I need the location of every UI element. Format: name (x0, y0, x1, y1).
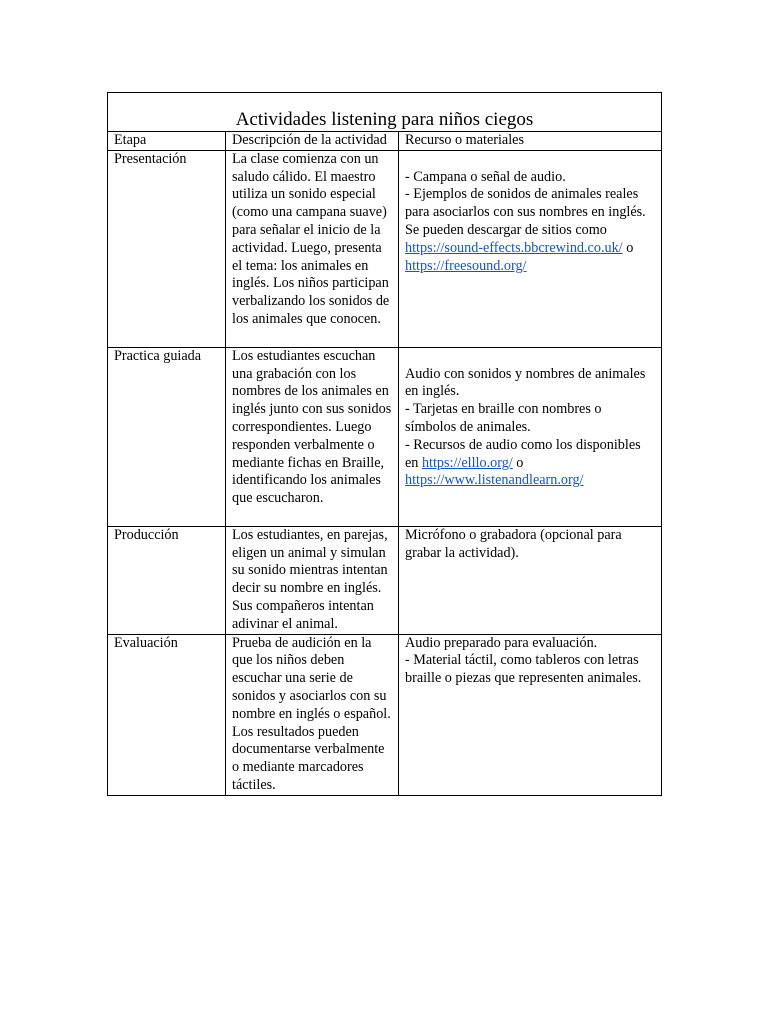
table-row (108, 347, 662, 526)
description-cell: Prueba de audición en la que los niños deben escuchar una serie de sonidos y asociarlos con su nombre en inglés o español. Los resultados pueden documentarse verbalmente o mediante marcadores táctiles. (226, 634, 399, 795)
resources-cell (399, 150, 662, 347)
resource-link[interactable]: https://sound-effects.bbcrewind.co.uk/ (405, 239, 623, 256)
resource-line: - Recursos de audio como los disponibles en (405, 436, 641, 471)
resources-cell (399, 347, 662, 526)
resource-line: Audio con sonidos y nombres de animales en inglés. (405, 365, 646, 400)
header-descripcion: Descripción de la actividad (226, 132, 399, 151)
description-cell: La clase comienza con un saludo cálido. El maestro utiliza un sonido especial (como una campana suave) para señalar el inicio de la actividad. Luego, presenta el tema: los animales en inglés. Los niños participan verbalizando los sonidos de los animales que conocen. (226, 150, 399, 347)
title-row (108, 93, 662, 132)
link-separator: o (512, 454, 524, 471)
header-recursos: Recurso o materiales (399, 132, 662, 151)
resource-link[interactable]: https://www.listenandlearn.org/ (405, 472, 584, 489)
stage-cell: Evaluación (108, 634, 226, 795)
stage-cell: Producción (108, 526, 226, 634)
resources-cell (399, 526, 662, 634)
resource-link[interactable]: https://freesound.org/ (405, 257, 527, 274)
table-row (108, 526, 662, 634)
document-title: Actividades listening para niños ciegos (108, 93, 662, 132)
resource-line: Audio preparado para evaluación. (405, 634, 598, 651)
header-row (108, 132, 662, 151)
description-cell: Los estudiantes escuchan una grabación con los nombres de los animales en inglés junto con sus sonidos correspondientes. Luego responden verbalmente o mediante fichas en Braille, identificando los animales que escucharon. (226, 347, 399, 526)
resource-line: - Campana o señal de audio. (405, 168, 566, 185)
stage-cell: Presentación (108, 150, 226, 347)
table-row (108, 150, 662, 347)
resource-line: - Material táctil, como tableros con letras braille o piezas que representen animales. (405, 652, 642, 687)
resource-link[interactable]: https://elllo.org/ (421, 454, 513, 471)
activities-table (107, 92, 662, 796)
description-cell: Los estudiantes, en parejas, eligen un animal y simulan su sonido mientras intentan decir su nombre en inglés. Sus compañeros intentan adivinar el animal. (226, 526, 399, 634)
resource-line: Micrófono o grabadora (opcional para grabar la actividad). (405, 526, 622, 561)
table-row (108, 634, 662, 795)
stage-cell: Practica guiada (108, 347, 226, 526)
resources-cell (399, 634, 662, 795)
header-etapa: Etapa (108, 132, 226, 151)
resource-line: - Tarjetas en braille con nombres o símbolos de animales. (405, 401, 602, 435)
link-separator: o (622, 239, 634, 256)
resource-line: - Ejemplos de sonidos de animales reales para asociarlos con sus nombres en inglés. Se pueden descargar de sitios como (405, 186, 646, 238)
